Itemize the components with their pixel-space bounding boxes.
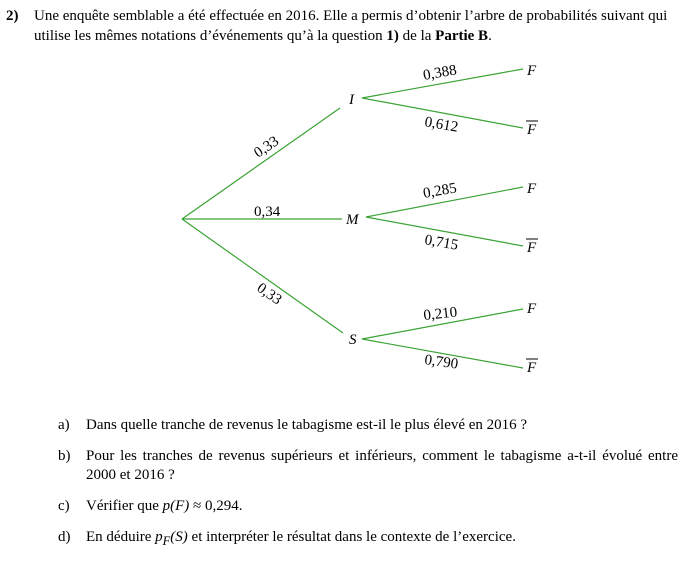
question-d-math-sub: F (162, 534, 171, 548)
prob-root-S: 0,33 (253, 280, 285, 309)
prob-I-F: 0,388 (421, 62, 458, 84)
leaf-S-Fbar: F (527, 360, 537, 376)
question-d-math-p: p (155, 529, 163, 545)
leaf-I-F: F (527, 63, 537, 79)
node-M: M (346, 212, 359, 228)
prob-I-Fbar: 0,612 (423, 114, 460, 136)
intro-text-end: . (488, 28, 492, 44)
leaf-M-F: F (527, 181, 537, 197)
question-d-letter: d) (58, 529, 71, 545)
question-c (58, 497, 678, 516)
part-ref: Partie B (435, 28, 489, 44)
question-c-text-after: ≈ 0,294. (189, 498, 243, 514)
question-d-text-after: et interpréter le résultat dans le contexte de l’exercice. (187, 529, 516, 545)
question-c-math: p(F) (162, 498, 190, 514)
question-b (58, 447, 678, 485)
node-S: S (349, 332, 357, 348)
question-ref: 1) (386, 28, 399, 44)
intro-text: Une enquête semblable a été effectuée en 2016. Elle a permis d’obtenir l’arbre de probabilités suivant qui utilise les mêmes notations d’événements qu’à la question (34, 8, 668, 44)
intro-text-middle: de la (398, 28, 436, 44)
leaf-S-F: F (527, 301, 537, 317)
question-b-letter: b) (58, 448, 71, 464)
question-c-text: Vérifier que (86, 498, 163, 514)
leaf-I-Fbar: F (527, 122, 537, 138)
branch-root-I (182, 108, 340, 219)
node-I: I (349, 92, 354, 108)
prob-root-I: 0,33 (251, 133, 282, 162)
question-d-text: En déduire (86, 529, 156, 545)
question-d-math-arg: (S) (170, 529, 188, 545)
prob-root-M: 0,34 (254, 204, 281, 220)
prob-M-F: 0,285 (421, 180, 458, 202)
question-list (58, 416, 678, 563)
question-d (58, 528, 678, 551)
prob-M-Fbar: 0,715 (423, 232, 460, 254)
branch-root-S (182, 219, 343, 333)
question-a-letter: a) (58, 417, 70, 433)
question-c-letter: c) (58, 498, 70, 514)
exercise-number: 2) (6, 8, 19, 24)
prob-S-F: 0,210 (422, 304, 458, 324)
question-a (58, 416, 678, 435)
question-a-text: Dans quelle tranche de revenus le tabagisme est-il le plus élevé en 2016 ? (86, 417, 528, 433)
prob-S-Fbar: 0,790 (423, 352, 460, 373)
question-b-text: Pour les tranches de revenus supérieurs et inférieurs, comment le tabagisme a-t-il évolué entre 2000 et 2016 ? (86, 448, 678, 483)
leaf-M-Fbar: F (527, 240, 537, 256)
